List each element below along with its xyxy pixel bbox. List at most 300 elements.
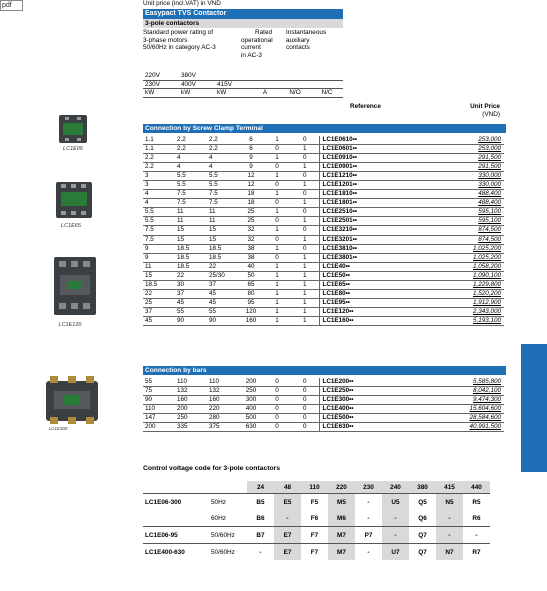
aux-nc-cell: 0 bbox=[291, 387, 319, 396]
kw-380v-cell: 4 bbox=[175, 154, 207, 163]
aux-nc-cell: 1 bbox=[291, 271, 319, 280]
aux-nc-cell: 0 bbox=[291, 208, 319, 217]
table-row bbox=[143, 280, 504, 289]
current-a-cell: 400 bbox=[239, 405, 263, 414]
contactor-lc1e120-image bbox=[50, 255, 100, 317]
reference-cell: LC1E40•• bbox=[319, 262, 409, 271]
kw-220v-cell: 147 bbox=[143, 414, 175, 423]
aux-nc-cell: 0 bbox=[291, 405, 319, 414]
aux-no-cell: 1 bbox=[263, 190, 291, 199]
reference-cell: LC1E1210•• bbox=[319, 172, 409, 181]
current-a-cell: 160 bbox=[239, 316, 263, 325]
unit-price-cell: 9,474,300 bbox=[409, 396, 504, 405]
current-a-cell: 95 bbox=[239, 298, 263, 307]
kw-220v-cell: 7.5 bbox=[143, 235, 175, 244]
desc-col2-line3: current bbox=[241, 44, 261, 51]
kw-380v-cell: 37 bbox=[175, 289, 207, 298]
current-a-cell: 32 bbox=[239, 235, 263, 244]
product-label-lc1e65: LC1E65 bbox=[61, 223, 81, 229]
aux-nc-cell: 1 bbox=[291, 298, 319, 307]
blank-cell bbox=[143, 481, 207, 494]
table-row bbox=[143, 405, 504, 414]
current-a-cell: 9 bbox=[239, 154, 263, 163]
aux-no-cell: 1 bbox=[263, 208, 291, 217]
voltage-header-table bbox=[143, 72, 343, 98]
aux-no-cell: 1 bbox=[263, 280, 291, 289]
unit-price-cell: 1,912,900 bbox=[409, 298, 504, 307]
kw-220v-cell: 7.5 bbox=[143, 226, 175, 235]
kw-380v-cell: 250 bbox=[175, 414, 207, 423]
table-row bbox=[143, 145, 504, 154]
volt-cell bbox=[215, 72, 251, 80]
voltage-code-cell: Q6 bbox=[418, 514, 427, 522]
aux-no-cell: 0 bbox=[263, 414, 291, 423]
section-bars: Connection by bars bbox=[143, 366, 506, 375]
aux-nc-cell: 1 bbox=[291, 235, 319, 244]
current-a-cell: 50 bbox=[239, 271, 263, 280]
kw-415v-cell: 2.2 bbox=[207, 136, 239, 145]
table-row bbox=[143, 253, 504, 262]
voltage-code-cell: P7 bbox=[355, 527, 382, 544]
kw-220v-cell: 3 bbox=[143, 172, 175, 181]
unit-price-cell: 253,000 bbox=[409, 145, 504, 154]
unit-price-cell: 1,025,200 bbox=[409, 244, 504, 253]
model-cell: LC1E06-95 bbox=[143, 527, 207, 544]
aux-nc-cell: 0 bbox=[291, 154, 319, 163]
voltage-code-cell: N5 bbox=[436, 494, 463, 511]
kw-220v-cell: 1.1 bbox=[143, 136, 175, 145]
model-cell bbox=[143, 510, 207, 527]
kw-380v-cell: 5.5 bbox=[175, 172, 207, 181]
kw-380v-cell: 22 bbox=[175, 271, 207, 280]
kw-415v-cell: 25/30 bbox=[207, 271, 239, 280]
kw-380v-cell: 30 bbox=[175, 280, 207, 289]
kw-380v-cell: 160 bbox=[175, 396, 207, 405]
current-a-cell: 6 bbox=[239, 145, 263, 154]
unit-price-cell: 5,585,800 bbox=[409, 378, 504, 387]
voltage-header-cell: 380 bbox=[409, 481, 436, 494]
unit-price-cell: 1,520,200 bbox=[409, 289, 504, 298]
aux-no-cell: 1 bbox=[263, 271, 291, 280]
reference-cell: LC1E0901•• bbox=[319, 163, 409, 172]
reference-cell: LC1E3801•• bbox=[319, 253, 409, 262]
aux-nc-cell: 0 bbox=[291, 190, 319, 199]
current-a-cell: 9 bbox=[239, 163, 263, 172]
kw-380v-cell: 200 bbox=[175, 405, 207, 414]
table-row bbox=[143, 154, 504, 163]
aux-no-cell: 0 bbox=[263, 396, 291, 405]
volt-cell bbox=[251, 72, 279, 80]
unit-cell: kW bbox=[143, 89, 179, 98]
kw-220v-cell: 3 bbox=[143, 181, 175, 190]
volt-cell: 230V bbox=[143, 80, 179, 89]
kw-380v-cell: 5.5 bbox=[175, 181, 207, 190]
aux-no-cell: 0 bbox=[263, 405, 291, 414]
unit-price-cell: 330,000 bbox=[409, 172, 504, 181]
voltage-code-cell: - bbox=[247, 544, 274, 561]
desc-col2-line2: operational bbox=[241, 36, 273, 44]
unit-cell: kW bbox=[215, 89, 251, 98]
table-row bbox=[143, 423, 504, 432]
product-title: Easypact TVS Contactor bbox=[143, 9, 343, 19]
unit-price-cell: 15,604,600 bbox=[409, 405, 504, 414]
table-row bbox=[143, 172, 504, 181]
kw-220v-cell: 37 bbox=[143, 307, 175, 316]
volt-cell: 400V bbox=[179, 80, 215, 89]
voltage-code-cell: B7 bbox=[247, 527, 274, 544]
table-row bbox=[143, 199, 504, 208]
reference-cell: LC1E200•• bbox=[319, 378, 409, 387]
table-row bbox=[143, 414, 504, 423]
unit-price-cell: 253,000 bbox=[409, 136, 504, 145]
reference-cell: LC1E0910•• bbox=[319, 154, 409, 163]
kw-380v-cell: 4 bbox=[175, 163, 207, 172]
reference-cell: LC1E160•• bbox=[319, 316, 409, 325]
unit-price-cell: 28,584,600 bbox=[409, 414, 504, 423]
voltage-code-cell: M6 bbox=[328, 510, 355, 527]
reference-cell: LC1E500•• bbox=[319, 414, 409, 423]
table-row bbox=[143, 163, 504, 172]
kw-415v-cell: 55 bbox=[207, 307, 239, 316]
table-row bbox=[143, 271, 504, 280]
volt-cell bbox=[279, 72, 311, 80]
aux-nc-cell: 1 bbox=[291, 145, 319, 154]
kw-415v-cell: 18.5 bbox=[207, 244, 239, 253]
kw-380v-cell: 132 bbox=[175, 387, 207, 396]
voltage-header-cell: 220 bbox=[328, 481, 355, 494]
unit-price-cell: 330,000 bbox=[409, 181, 504, 190]
voltage-code-cell: E7 bbox=[274, 544, 301, 561]
aux-nc-cell: 0 bbox=[291, 423, 319, 432]
reference-cell: LC1E400•• bbox=[319, 405, 409, 414]
voltage-code-cell: - bbox=[382, 527, 409, 544]
frequency-cell: 60Hz bbox=[211, 514, 226, 522]
current-a-cell: 630 bbox=[239, 423, 263, 432]
aux-nc-cell: 1 bbox=[291, 217, 319, 226]
reference-cell: LC1E2510•• bbox=[319, 208, 409, 217]
unit-price-cell: 291,500 bbox=[409, 163, 504, 172]
aux-nc-cell: 0 bbox=[291, 244, 319, 253]
bars-table bbox=[143, 378, 504, 432]
voltage-code-cell: F6 bbox=[310, 514, 319, 522]
unit-price-cell: 8,042,100 bbox=[409, 387, 504, 396]
product-label-lc1e06: LC1E06 bbox=[63, 146, 83, 152]
aux-no-cell: 1 bbox=[263, 316, 291, 325]
table-row bbox=[143, 396, 504, 405]
kw-415v-cell: 45 bbox=[207, 289, 239, 298]
aux-no-cell: 0 bbox=[263, 181, 291, 190]
voltage-code-cell: - bbox=[274, 510, 301, 527]
voltage-code-cell: M5 bbox=[328, 494, 355, 511]
aux-nc-cell: 0 bbox=[291, 414, 319, 423]
aux-nc-cell: 1 bbox=[291, 199, 319, 208]
kw-415v-cell: 160 bbox=[207, 396, 239, 405]
aux-no-cell: 0 bbox=[263, 217, 291, 226]
table-row bbox=[143, 244, 504, 253]
control-voltage-title: Control voltage code for 3-pole contactors bbox=[143, 465, 281, 472]
reference-cell: LC1E3201•• bbox=[319, 235, 409, 244]
current-a-cell: 65 bbox=[239, 280, 263, 289]
volt-cell bbox=[251, 80, 279, 89]
voltage-code-cell: M7 bbox=[328, 544, 355, 561]
current-a-cell: 6 bbox=[239, 136, 263, 145]
control-voltage-table bbox=[143, 481, 490, 560]
kw-220v-cell: 15 bbox=[143, 271, 175, 280]
voltage-code-cell: - bbox=[355, 494, 382, 511]
desc-col2-line4: in AC-3 bbox=[241, 51, 262, 59]
control-voltage-row bbox=[143, 527, 490, 544]
unit-price-cell: 1,058,200 bbox=[409, 262, 504, 271]
product-label-lc1e120: LC1E120 bbox=[58, 322, 82, 328]
table-row bbox=[143, 190, 504, 199]
table-row bbox=[143, 262, 504, 271]
reference-cell: LC1E80•• bbox=[319, 289, 409, 298]
aux-no-cell: 1 bbox=[263, 244, 291, 253]
voltage-header-cell: 24 bbox=[247, 481, 274, 494]
reference-cell: LC1E65•• bbox=[319, 280, 409, 289]
voltage-header-cell: 230 bbox=[355, 481, 382, 494]
current-a-cell: 38 bbox=[239, 244, 263, 253]
kw-415v-cell: 132 bbox=[207, 387, 239, 396]
unit-price-note: Unit price (incl.VAT) in VND bbox=[143, 0, 221, 7]
kw-415v-cell: 280 bbox=[207, 414, 239, 423]
kw-380v-cell: 11 bbox=[175, 208, 207, 217]
kw-220v-cell: 9 bbox=[143, 244, 175, 253]
voltage-code-cell: E5 bbox=[274, 494, 301, 511]
kw-220v-cell: 11 bbox=[143, 262, 175, 271]
product-subtitle: 3-pole contactors bbox=[143, 19, 343, 28]
voltage-code-cell: F5 bbox=[301, 494, 328, 511]
kw-380v-cell: 15 bbox=[175, 226, 207, 235]
voltage-code-cell: R5 bbox=[463, 494, 490, 511]
desc-col2-line1: Rated bbox=[255, 29, 273, 36]
kw-380v-cell: 18.5 bbox=[175, 244, 207, 253]
aux-no-cell: 1 bbox=[263, 226, 291, 235]
kw-415v-cell: 7.5 bbox=[207, 190, 239, 199]
volt-cell: 415V bbox=[215, 80, 251, 89]
kw-415v-cell: 15 bbox=[207, 235, 239, 244]
unit-price-cell: 2,343,000 bbox=[409, 307, 504, 316]
desc-col1-line2: 3-phase motors bbox=[143, 36, 188, 44]
kw-415v-cell: 11 bbox=[207, 217, 239, 226]
reference-cell: LC1E1810•• bbox=[319, 190, 409, 199]
reference-cell: LC1E300•• bbox=[319, 396, 409, 405]
aux-nc-cell: 0 bbox=[291, 378, 319, 387]
unit-price-cell: 595,100 bbox=[409, 217, 504, 226]
kw-415v-cell: 375 bbox=[207, 423, 239, 432]
frequency-cell: 50/60Hz bbox=[207, 527, 247, 544]
volt-cell bbox=[279, 80, 311, 89]
frequency-cell: 50/60Hz bbox=[207, 544, 247, 561]
unit-price-cell: 1,025,200 bbox=[409, 253, 504, 262]
aux-no-cell: 1 bbox=[263, 298, 291, 307]
aux-no-cell: 1 bbox=[263, 307, 291, 316]
current-a-cell: 12 bbox=[239, 181, 263, 190]
unit-price-cell: 40,991,500 bbox=[409, 423, 504, 432]
aux-no-cell: 0 bbox=[263, 235, 291, 244]
col-reference-header: Reference bbox=[350, 103, 381, 110]
voltage-header-cell: 110 bbox=[301, 481, 328, 494]
voltage-header-row bbox=[143, 481, 490, 494]
aux-nc-cell: 1 bbox=[291, 307, 319, 316]
contactor-lc1e300-image bbox=[42, 375, 102, 425]
current-a-cell: 18 bbox=[239, 190, 263, 199]
voltage-code-cell: - bbox=[382, 510, 409, 527]
unit-price-cell: 874,500 bbox=[409, 235, 504, 244]
control-voltage-row bbox=[143, 544, 490, 561]
current-a-cell: 200 bbox=[239, 378, 263, 387]
voltage-code-cell: B5 bbox=[247, 494, 274, 511]
voltage-code-cell: R6 bbox=[472, 514, 481, 522]
voltage-code-cell: - bbox=[436, 510, 463, 527]
aux-no-cell: 1 bbox=[263, 262, 291, 271]
contactor-lc1e65-image bbox=[52, 180, 96, 220]
current-a-cell: 500 bbox=[239, 414, 263, 423]
model-cell: LC1E06-300 bbox=[143, 494, 207, 511]
kw-380v-cell: 11 bbox=[175, 217, 207, 226]
aux-no-cell: 1 bbox=[263, 136, 291, 145]
unit-cell: A bbox=[251, 89, 279, 98]
voltage-code-cell: F7 bbox=[301, 527, 328, 544]
kw-220v-cell: 18.5 bbox=[143, 280, 175, 289]
voltage-code-cell: F7 bbox=[301, 544, 328, 561]
unit-price-cell: 488,400 bbox=[409, 190, 504, 199]
col-price-header: Unit Price bbox=[470, 103, 500, 110]
kw-415v-cell: 220 bbox=[207, 405, 239, 414]
reference-cell: LC1E2501•• bbox=[319, 217, 409, 226]
kw-220v-cell: 25 bbox=[143, 298, 175, 307]
kw-220v-cell: 5.5 bbox=[143, 217, 175, 226]
kw-220v-cell: 110 bbox=[143, 405, 175, 414]
side-tab bbox=[521, 344, 547, 472]
table-row bbox=[143, 316, 504, 325]
voltage-code-cell: Q5 bbox=[409, 494, 436, 511]
aux-nc-cell: 1 bbox=[291, 280, 319, 289]
blank-cell bbox=[207, 481, 247, 494]
kw-380v-cell: 335 bbox=[175, 423, 207, 432]
table-row bbox=[143, 136, 504, 145]
kw-220v-cell: 22 bbox=[143, 289, 175, 298]
reference-cell: LC1E1801•• bbox=[319, 199, 409, 208]
kw-380v-cell: 15 bbox=[175, 235, 207, 244]
current-a-cell: 25 bbox=[239, 217, 263, 226]
unit-price-cell: 874,500 bbox=[409, 226, 504, 235]
unit-price-cell: 1,229,800 bbox=[409, 280, 504, 289]
table-row bbox=[143, 378, 504, 387]
kw-380v-cell: 90 bbox=[175, 316, 207, 325]
unit-cell: kW bbox=[179, 89, 215, 98]
kw-415v-cell: 5.5 bbox=[207, 172, 239, 181]
voltage-header-cell: 415 bbox=[436, 481, 463, 494]
aux-nc-cell: 1 bbox=[291, 316, 319, 325]
desc-col3-line3: contacts bbox=[286, 44, 310, 51]
frequency-cell: 50Hz bbox=[207, 494, 247, 511]
unit-cell: N/C bbox=[311, 89, 343, 98]
kw-380v-cell: 18.5 bbox=[175, 253, 207, 262]
table-row bbox=[143, 181, 504, 190]
voltage-code-cell: - bbox=[463, 527, 490, 544]
aux-nc-cell: 1 bbox=[291, 289, 319, 298]
voltage-header-cell: 240 bbox=[382, 481, 409, 494]
current-a-cell: 38 bbox=[239, 253, 263, 262]
table-row bbox=[143, 298, 504, 307]
reference-cell: LC1E3210•• bbox=[319, 226, 409, 235]
kw-415v-cell: 90 bbox=[207, 316, 239, 325]
voltage-code-cell: Q7 bbox=[409, 527, 436, 544]
aux-nc-cell: 0 bbox=[291, 396, 319, 405]
kw-415v-cell: 37 bbox=[207, 280, 239, 289]
reference-cell: LC1E50•• bbox=[319, 271, 409, 280]
voltage-code-cell: R7 bbox=[463, 544, 490, 561]
table-row bbox=[143, 289, 504, 298]
unit-price-cell: 488,400 bbox=[409, 199, 504, 208]
voltage-code-cell: N7 bbox=[436, 544, 463, 561]
aux-no-cell: 0 bbox=[263, 378, 291, 387]
unit-price-cell: 5,193,100 bbox=[409, 316, 504, 325]
kw-380v-cell: 7.5 bbox=[175, 190, 207, 199]
aux-nc-cell: 1 bbox=[291, 163, 319, 172]
voltage-code-cell: E7 bbox=[274, 527, 301, 544]
reference-cell: LC1E3810•• bbox=[319, 244, 409, 253]
kw-415v-cell: 11 bbox=[207, 208, 239, 217]
volt-cell: 220V bbox=[143, 72, 179, 80]
volt-cell bbox=[311, 80, 343, 89]
volt-cell bbox=[311, 72, 343, 80]
current-a-cell: 32 bbox=[239, 226, 263, 235]
kw-220v-cell: 90 bbox=[143, 396, 175, 405]
reference-cell: LC1E120•• bbox=[319, 307, 409, 316]
voltage-code-cell: M7 bbox=[328, 527, 355, 544]
aux-nc-cell: 1 bbox=[291, 262, 319, 271]
product-label-lc1e300: LC1E300 bbox=[48, 426, 68, 431]
table-row bbox=[143, 307, 504, 316]
control-voltage-row bbox=[143, 494, 490, 511]
aux-nc-cell: 1 bbox=[291, 181, 319, 190]
aux-no-cell: 0 bbox=[263, 253, 291, 262]
col-price-unit: (VND) bbox=[482, 111, 500, 118]
aux-no-cell: 0 bbox=[263, 423, 291, 432]
kw-415v-cell: 22 bbox=[207, 262, 239, 271]
current-a-cell: 40 bbox=[239, 262, 263, 271]
voltage-header-cell: 48 bbox=[274, 481, 301, 494]
kw-220v-cell: 5.5 bbox=[143, 208, 175, 217]
desc-col1-line3: 50/60Hz in category AC-3 bbox=[143, 44, 216, 51]
kw-415v-cell: 15 bbox=[207, 226, 239, 235]
kw-220v-cell: 2.2 bbox=[143, 163, 175, 172]
kw-415v-cell: 110 bbox=[207, 378, 239, 387]
section-screw-clamp: Connection by Screw Clamp Terminal bbox=[143, 124, 506, 133]
kw-220v-cell: 55 bbox=[143, 378, 175, 387]
kw-380v-cell: 18.5 bbox=[175, 262, 207, 271]
kw-415v-cell: 4 bbox=[207, 163, 239, 172]
current-a-cell: 12 bbox=[239, 172, 263, 181]
kw-380v-cell: 2.2 bbox=[175, 136, 207, 145]
control-voltage-row bbox=[143, 510, 490, 527]
unit-cell: N/O bbox=[279, 89, 311, 98]
table-row bbox=[143, 235, 504, 244]
table-row bbox=[143, 387, 504, 396]
voltage-code-cell: - bbox=[355, 544, 382, 561]
desc-col3-line1: Instantaneous bbox=[286, 29, 327, 36]
current-a-cell: 300 bbox=[239, 396, 263, 405]
reference-cell: LC1E0610•• bbox=[319, 136, 409, 145]
kw-220v-cell: 9 bbox=[143, 253, 175, 262]
kw-380v-cell: 7.5 bbox=[175, 199, 207, 208]
contactor-lc1e06-image bbox=[55, 113, 91, 145]
volt-cell: 380V bbox=[179, 72, 215, 80]
aux-nc-cell: 1 bbox=[291, 253, 319, 262]
kw-415v-cell: 5.5 bbox=[207, 181, 239, 190]
